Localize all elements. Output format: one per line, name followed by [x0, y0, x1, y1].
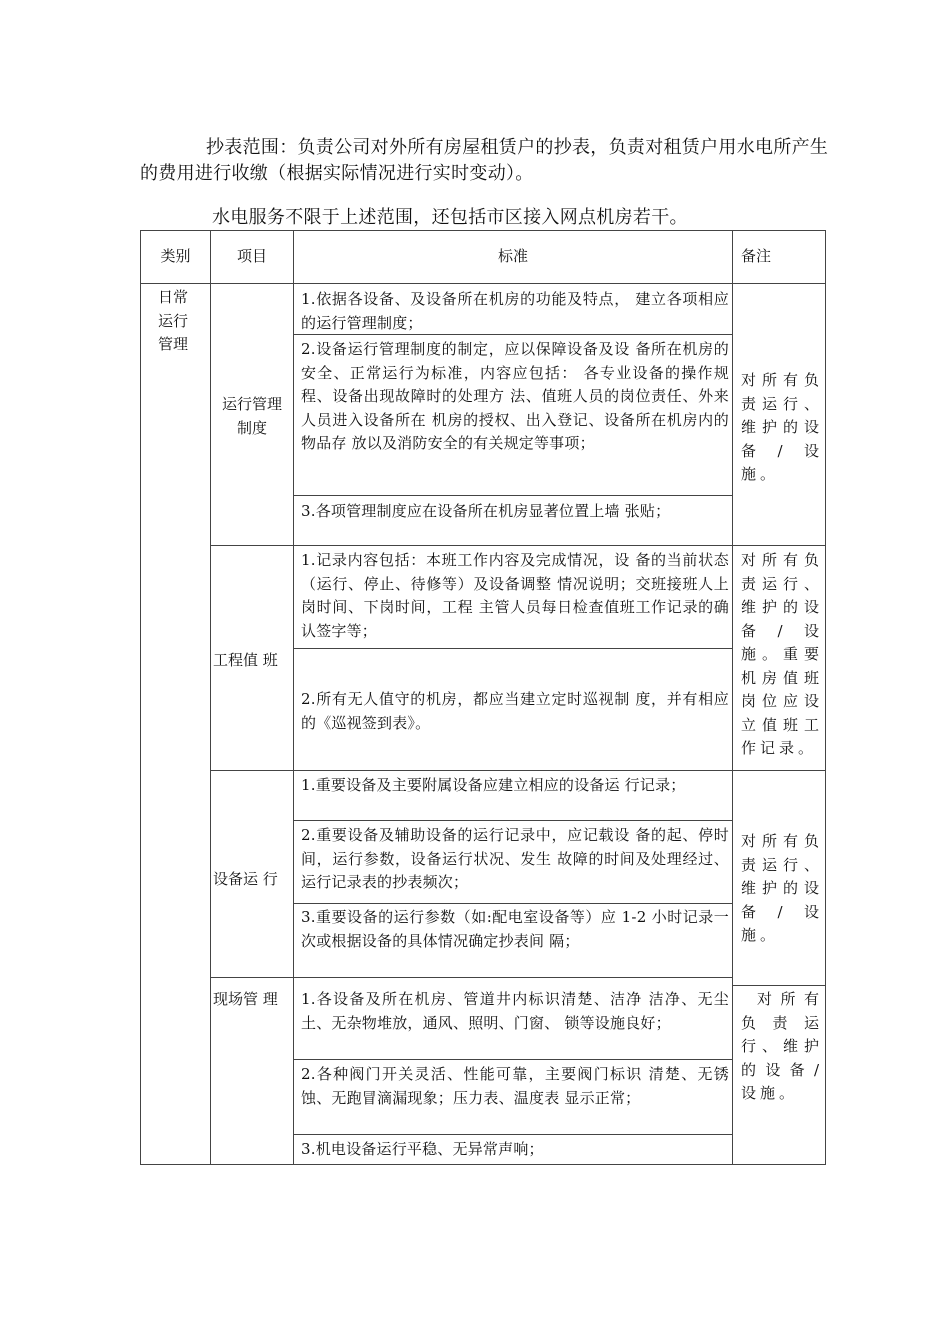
standard-row-divider: [293, 495, 732, 496]
group-divider: [210, 545, 826, 546]
standard-cell: 2.各种阀门开关灵活、性能可靠，主要阀门标识 清楚、无锈蚀、无跑冒滴漏现象；压力表、温度表 显示正常；: [301, 1065, 729, 1107]
table-column-divider: [732, 230, 733, 1165]
table-column-divider: [210, 230, 211, 1165]
group-divider: [732, 985, 826, 986]
table-border-top: [140, 230, 826, 231]
standard-cell: 2.所有无人值守的机房，都应当建立定时巡视制 度，并有相应的《巡视签到表》。: [301, 690, 729, 732]
standard-cell: 2.重要设备及辅助设备的运行记录中，应记载设 备的起、停时间，运行参数，设备运行状况、发生 故障的时间及处理经过、运行记录表的抄表频次；: [301, 826, 729, 891]
note-cell: 对所有负责运行、维护的设备/设施。: [741, 371, 823, 483]
table-border-right: [825, 230, 826, 1165]
header-item: 项目: [236, 247, 267, 265]
note-cell: 对所有负责运行、维护的设备/设施。: [741, 990, 823, 1102]
item-cell-engineering-duty: 工程值 班: [213, 651, 278, 669]
item-cell-equipment-operation: 设备运 行: [213, 870, 278, 888]
standard-cell: 3.机电设备运行平稳、无异常声响；: [301, 1140, 544, 1158]
table-column-divider: [293, 230, 294, 1165]
standard-row-divider: [293, 820, 732, 821]
group-divider: [210, 977, 732, 978]
group-divider: [210, 770, 826, 771]
category-cell: 日常运行管理: [158, 288, 189, 353]
note-cell: 对所有负责运行、维护的设备/设施。: [741, 832, 823, 944]
standard-cell: 1.记录内容包括：本班工作内容及完成情况，设 备的当前状态（运行、停止、待修等）及设备调整 情况说明；交班接班人上岗时间、下岗时间，工程 主管人员每日检查值班工作记录的确认签字等；: [301, 551, 729, 640]
header-category: 类别: [160, 247, 191, 265]
table-border-left: [140, 230, 141, 1165]
standard-row-divider: [293, 1134, 732, 1135]
intro-paragraph-service-scope: 水电服务不限于上述范围，还包括市区接入网点机房若干。: [212, 207, 688, 228]
standard-cell: 1.各设备及所在机房、管道井内标识清楚、洁净 洁净、无尘土、无杂物堆放，通风、照明、门窗、 锁等设施良好；: [301, 990, 729, 1032]
item-cell-site-management: 现场管 理: [213, 990, 278, 1008]
intro-paragraph-meter-reading: 抄表范围：负责公司对外所有房屋租赁户的抄表，负责对租赁户用水电所产生的费用进行收缴（根据实际情况进行实时变动）。: [140, 137, 829, 184]
standard-row-divider: [293, 903, 732, 904]
item-cell-operation-rules: 运行管理制度: [221, 395, 282, 437]
standard-cell: 1.依据各设备、及设备所在机房的功能及特点， 建立各项相应的运行管理制度；: [301, 290, 729, 332]
header-note: 备注: [741, 247, 772, 265]
standard-row-divider: [293, 1059, 732, 1060]
standard-cell: 3.各项管理制度应在设备所在机房显著位置上墙 张贴；: [301, 502, 671, 520]
note-cell: 对所有负责运行、维护的设备/设施。重要机房值班岗位应设立值班工作记录。: [741, 551, 823, 757]
standard-cell: 2.设备运行管理制度的制定，应以保障设备及设 备所在机房的安全、正常运行为标准，内容应包括： 各专业设备的操作规程、设备出现故障时的处理方 法、值班人员的岗位责任、外来人员进入设备所在 机房的授权、出入登记、设备所在机房内的物品存 放以及消防安全的有关规定等事项；: [301, 340, 729, 452]
table-border-bottom: [140, 1164, 826, 1165]
header-row-divider: [140, 283, 826, 284]
header-standard: 标准: [497, 247, 528, 265]
standard-cell: 3.重要设备的运行参数（如:配电室设备等）应 1-2 小时记录一次或根据设备的具体情况确定抄表间 隔；: [301, 908, 729, 950]
standard-row-divider: [293, 648, 732, 649]
standard-cell: 1.重要设备及主要附属设备应建立相应的设备运 行记录；: [301, 776, 686, 794]
